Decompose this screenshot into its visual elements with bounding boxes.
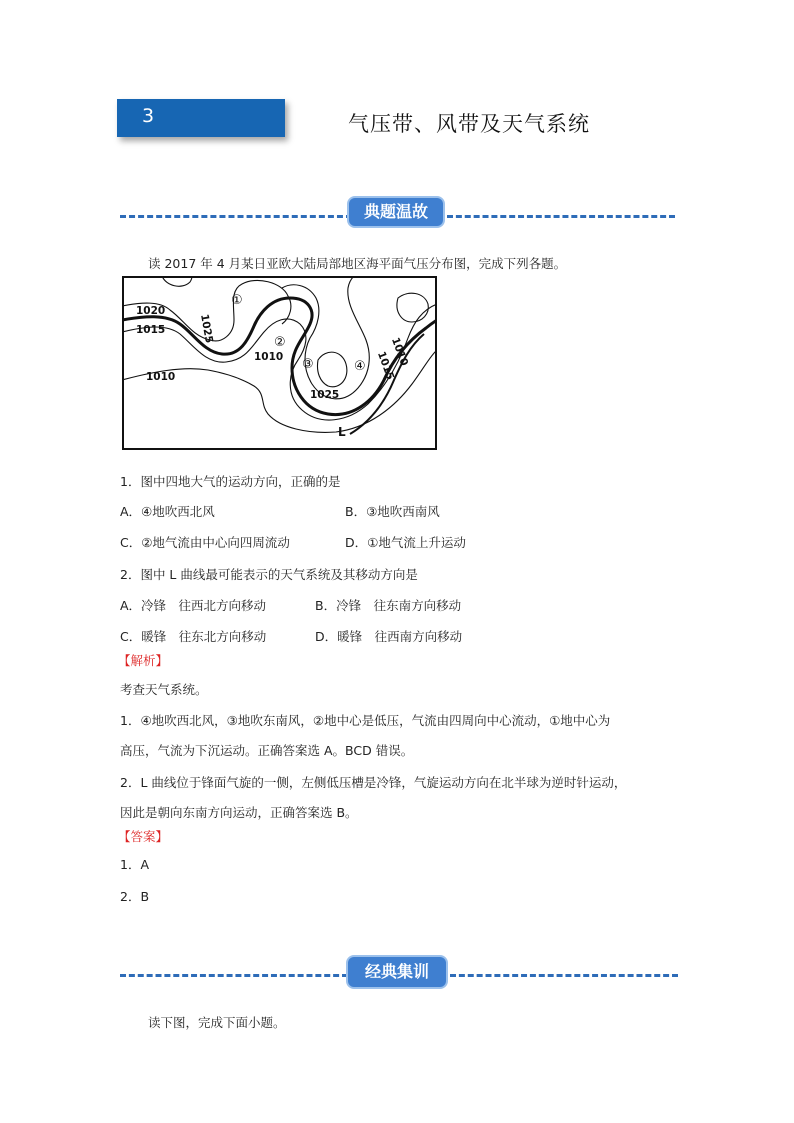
question-2-option-b: B．冷锋 往东南方向移动	[315, 598, 462, 613]
isobar-label: 1025	[310, 389, 340, 401]
point-label-1: ①	[231, 293, 243, 308]
section-divider-left	[120, 974, 348, 977]
isobar-label: 1010	[146, 371, 176, 383]
isobar-label: 1010	[254, 351, 284, 363]
question-2-stem: 2．图中 L 曲线最可能表示的天气系统及其移动方向是	[120, 567, 418, 582]
question-1-stem: 1．图中四地大气的运动方向，正确的是	[120, 474, 341, 489]
section-label-classic-training: 经典集训	[348, 957, 446, 987]
analysis-label: 【解析】	[118, 653, 169, 668]
isobar-label: 1010	[388, 335, 411, 368]
isobar-label: 1015	[374, 349, 397, 382]
question-1-option-b: B．③地吹西南风	[345, 504, 440, 519]
analysis-summary: 考查天气系统。	[120, 682, 208, 697]
isobar-label: 1020	[136, 305, 166, 317]
chapter-number-badge	[117, 99, 285, 137]
section-divider-right	[447, 215, 675, 218]
answer-label: 【答案】	[118, 829, 169, 844]
chapter-number: 3	[142, 105, 155, 127]
section2-intro: 读下图，完成下面小题。	[148, 1015, 286, 1030]
analysis-line: 2．L 曲线位于锋面气旋的一侧，左侧低压槽是冷锋，气旋运动方向在北半球为逆时针运动，	[120, 775, 627, 790]
question-1-option-a: A．④地吹西北风	[120, 504, 215, 519]
question-2-option-c: C．暖锋 往东北方向移动	[120, 629, 267, 644]
isobar-map	[122, 276, 437, 450]
point-label-4: ④	[354, 359, 366, 374]
isobar-label: 1015	[136, 324, 166, 336]
isobar-label: 1025	[198, 313, 215, 345]
question-1-option-c: C．②地气流由中心向四周流动	[120, 535, 290, 550]
intro-text: 读 2017 年 4 月某日亚欧大陆局部地区海平面气压分布图，完成下列各题。	[148, 256, 567, 271]
point-label-3: ③	[302, 357, 314, 372]
section-label-classic-review: 典题温故	[349, 198, 443, 226]
question-2-option-d: D．暖锋 往西南方向移动	[315, 629, 463, 644]
question-1-option-d: D．①地气流上升运动	[345, 535, 466, 550]
analysis-line: 因此是朝向东南方向运动，正确答案选 B。	[120, 805, 358, 820]
point-label-2: ②	[274, 335, 286, 350]
section-divider-left	[120, 215, 352, 218]
question-2-option-a: A．冷锋 往西北方向移动	[120, 598, 267, 613]
answer-item: 2．B	[120, 889, 150, 904]
page-title: 气压带、风带及天气系统	[348, 112, 590, 136]
answer-item: 1．A	[120, 857, 150, 872]
front-line-label: L	[338, 425, 346, 439]
section-divider-right	[450, 974, 678, 977]
analysis-line: 高压，气流为下沉运动。正确答案选 A。BCD 错误。	[120, 743, 414, 758]
analysis-line: 1．④地吹西北风，③地吹东南风，②地中心是低压，气流由四周向中心流动，①地中心为	[120, 713, 611, 728]
